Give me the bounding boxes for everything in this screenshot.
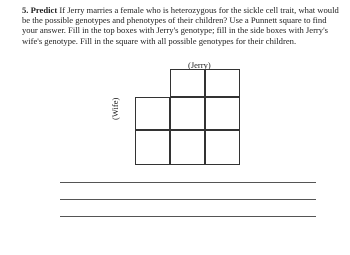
question-body: If Jerry marries a female who is heterozygous for the sickle cell trait, what would be the possible genotypes and phenotypes of their children? Use a Punnett square to find your answer. Fill in the top boxes with Jerry's genotype; fill in the side boxes with Jerry's wife's genotype. Fill in the square with all possible genotypes for their children. — [22, 5, 339, 46]
jerry-allele-box-2[interactable] — [205, 69, 240, 97]
wife-allele-box-1[interactable] — [135, 97, 170, 130]
offspring-cell-1-1[interactable] — [170, 97, 205, 130]
answer-line-2[interactable] — [60, 199, 316, 200]
question-text — [22, 5, 342, 46]
wife-allele-box-2[interactable] — [135, 130, 170, 165]
answer-line-3[interactable] — [60, 216, 316, 217]
question-number: 5. — [22, 5, 29, 15]
answer-line-1[interactable] — [60, 182, 316, 183]
question-keyword: Predict — [30, 5, 58, 15]
wife-label: (Wife) — [110, 97, 120, 120]
offspring-cell-2-1[interactable] — [170, 130, 205, 165]
offspring-cell-2-2[interactable] — [205, 130, 240, 165]
jerry-allele-box-1[interactable] — [170, 69, 205, 97]
jerry-label: (Jerry) — [188, 60, 211, 70]
offspring-cell-1-2[interactable] — [205, 97, 240, 130]
